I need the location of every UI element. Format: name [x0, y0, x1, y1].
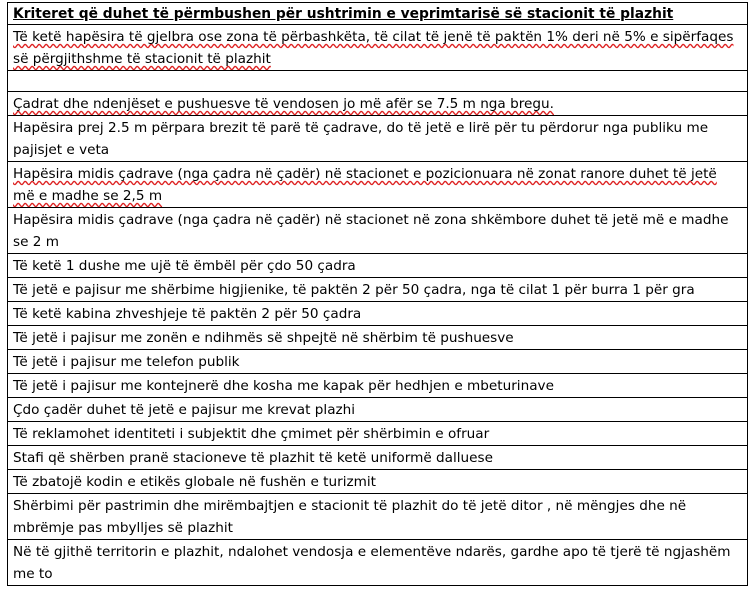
table-row — [8, 494, 748, 540]
criterion-cell: Në të gjithë territorin e plazhit, ndalohet vendosja e elementëve ndarës, gardhe apo të tjerë të ngjashëm me to — [8, 540, 748, 586]
table-row — [8, 71, 748, 92]
table-row — [8, 278, 748, 302]
criterion-cell: Të ketë hapësira të gjelbra ose zona të përbashkëta, të cilat të jenë të paktën 1% deri në 5% e sipërfaqes së përgjithshme të stacionit të plazhit — [8, 25, 748, 71]
table-header-row — [8, 3, 748, 25]
table-row — [8, 302, 748, 326]
table-row — [8, 254, 748, 278]
table-row — [8, 116, 748, 162]
criterion-cell: Hapësira midis çadrave (nga çadra në çadër) në stacionet në zona shkëmbore duhet të jetë më e madhe se 2 m — [8, 208, 748, 254]
criteria-table — [7, 2, 748, 586]
criterion-cell: Të reklamohet identiteti i subjektit dhe çmimet për shërbimin e ofruar — [8, 422, 748, 446]
table-row — [8, 398, 748, 422]
criterion-cell: Të jetë e pajisur me shërbime higjienike, të paktën 2 për 50 çadra, nga të cilat 1 për burra 1 për gra — [8, 278, 748, 302]
criterion-cell: Të ketë 1 dushe me ujë të ëmbël për çdo 50 çadra — [8, 254, 748, 278]
table-row — [8, 92, 748, 116]
table-row — [8, 374, 748, 398]
table-row — [8, 25, 748, 71]
criterion-cell: Të jetë i pajisur me zonën e ndihmës së shpejtë në shërbim të pushuesve — [8, 326, 748, 350]
criterion-cell — [8, 71, 748, 92]
criterion-cell: Hapësira prej 2.5 m përpara brezit të parë të çadrave, do të jetë e lirë për tu përdorur nga publiku me pajisjet e veta — [8, 116, 748, 162]
table-row — [8, 350, 748, 374]
table-row — [8, 326, 748, 350]
criterion-cell: Çadrat dhe ndenjëset e pushuesve të vendosen jo më afër se 7.5 m nga bregu. — [8, 92, 748, 116]
criterion-cell: Të ketë kabina zhveshjeje të paktën 2 për 50 çadra — [8, 302, 748, 326]
table-row — [8, 422, 748, 446]
criterion-cell: Hapësira midis çadrave (nga çadra në çadër) në stacionet e pozicionuara në zonat ranore duhet të jetë më e madhe se 2,5 m — [8, 162, 748, 208]
table-row — [8, 208, 748, 254]
table-header: Kriteret që duhet të përmbushen për ushtrimin e veprimtarisë së stacionit të plazhit — [8, 3, 748, 25]
criterion-cell: Të zbatojë kodin e etikës globale në fushën e turizmit — [8, 470, 748, 494]
criterion-cell: Stafi që shërben pranë stacioneve të plazhit të ketë uniformë dalluese — [8, 446, 748, 470]
criterion-cell: Çdo çadër duhet të jetë e pajisur me krevat plazhi — [8, 398, 748, 422]
table-row — [8, 446, 748, 470]
table-row — [8, 162, 748, 208]
table-row — [8, 470, 748, 494]
criterion-cell: Shërbimi për pastrimin dhe mirëmbajtjen e stacionit të plazhit do të jetë ditor , në mëngjes dhe në mbrëmje pas mbylljes së plazhit — [8, 494, 748, 540]
criterion-cell: Të jetë i pajisur me telefon publik — [8, 350, 748, 374]
table-row — [8, 540, 748, 586]
criterion-cell: Të jetë i pajisur me kontejnerë dhe kosha me kapak për hedhjen e mbeturinave — [8, 374, 748, 398]
